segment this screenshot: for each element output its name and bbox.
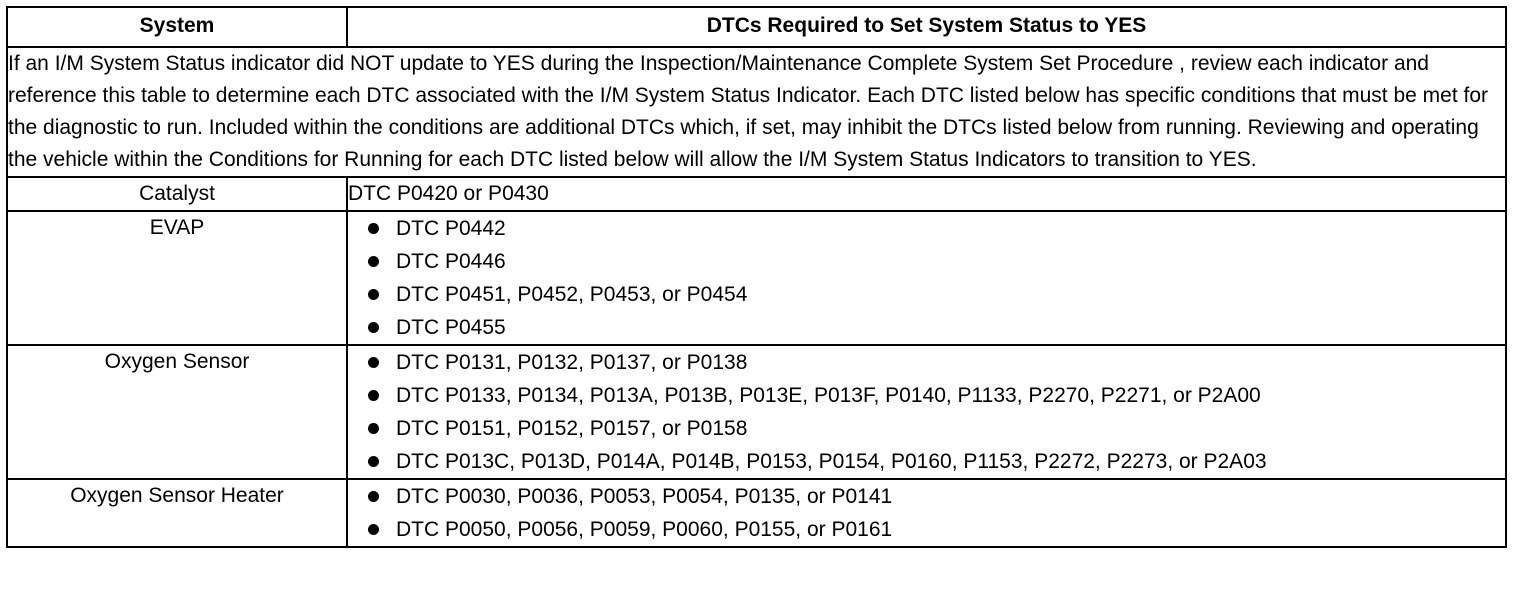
dtc-bullet-list (348, 212, 1505, 344)
list-item: DTC P0151, P0152, P0157, or P0158 (368, 412, 1505, 445)
table-row (7, 345, 1506, 479)
header-dtcs-required: DTCs Required to Set System Status to YES (347, 7, 1506, 47)
list-item: DTC P0442 (368, 212, 1505, 245)
dtc-list-cell (347, 211, 1506, 345)
system-name: Oxygen Sensor (7, 345, 347, 479)
dtc-list-cell (347, 345, 1506, 479)
table-row (7, 177, 1506, 211)
list-item: DTC P0455 (368, 311, 1505, 344)
header-row (7, 7, 1506, 47)
dtc-list-cell (347, 479, 1506, 547)
table-row (7, 211, 1506, 345)
intro-text: If an I/M System Status indicator did NOT update to YES during the Inspection/Maintenance Complete System Set Procedure , review each indicator and reference this table to determine each DTC associated with the I/M System Status Indicator. Each DTC listed below has specific conditions that must be met for the diagnostic to run. Included within the conditions are additional DTCs which, if set, may inhibit the DTCs listed below from running. Reviewing and operating the vehicle within the Conditions for Running for each DTC listed below will allow the I/M System Status Indicators to transition to YES. (7, 47, 1506, 177)
dtc-bullet-list (348, 346, 1505, 478)
dtc-bullet-list (348, 480, 1505, 546)
dtc-text: DTC P0420 or P0430 (347, 177, 1506, 211)
header-system: System (7, 7, 347, 47)
list-item: DTC P0030, P0036, P0053, P0054, P0135, or P0141 (368, 480, 1505, 513)
system-name: Catalyst (7, 177, 347, 211)
intro-row (7, 47, 1506, 177)
system-name: EVAP (7, 211, 347, 345)
dtc-system-status-table (6, 6, 1507, 548)
list-item: DTC P0131, P0132, P0137, or P0138 (368, 346, 1505, 379)
system-name: Oxygen Sensor Heater (7, 479, 347, 547)
list-item: DTC P0451, P0452, P0453, or P0454 (368, 278, 1505, 311)
list-item: DTC P0133, P0134, P013A, P013B, P013E, P013F, P0140, P1133, P2270, P2271, or P2A00 (368, 379, 1505, 412)
list-item: DTC P0446 (368, 245, 1505, 278)
list-item: DTC P013C, P013D, P014A, P014B, P0153, P0154, P0160, P1153, P2272, P2273, or P2A03 (368, 445, 1505, 478)
table-row (7, 479, 1506, 547)
list-item: DTC P0050, P0056, P0059, P0060, P0155, or P0161 (368, 513, 1505, 546)
